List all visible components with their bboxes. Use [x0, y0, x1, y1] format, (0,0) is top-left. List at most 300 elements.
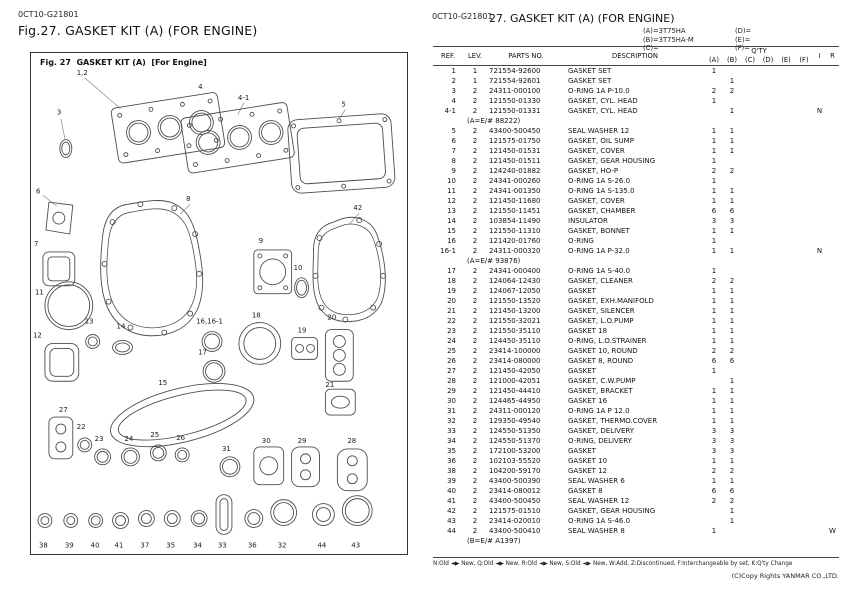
i-cell	[813, 466, 826, 476]
description-cell: GASKET, DELIVERY	[568, 427, 635, 435]
diagram-callout: 27	[58, 406, 68, 415]
qty-f-cell	[795, 456, 813, 466]
r-cell	[826, 156, 839, 166]
table-row	[433, 306, 839, 316]
parts-no-cell: 121420-01760	[489, 237, 541, 245]
qty-d-cell	[759, 206, 777, 216]
description-cell: GASKET 16	[568, 397, 608, 405]
i-cell	[813, 376, 826, 386]
table-row	[433, 326, 839, 336]
lev-cell: 2	[472, 477, 478, 485]
ref-cell: 21	[447, 307, 456, 315]
qty-f-cell	[795, 146, 813, 156]
diagram-callout: 20	[327, 313, 337, 322]
qty-d-cell	[759, 366, 777, 376]
qty-a-cell: 2	[711, 87, 717, 95]
qty-c-cell	[741, 86, 759, 96]
qty-e-cell	[777, 396, 795, 406]
diagram-callout: 21	[325, 381, 335, 390]
qty-d-cell	[759, 516, 777, 526]
qty-d-cell	[759, 236, 777, 246]
qty-e-cell	[777, 436, 795, 446]
qty-e-cell	[777, 476, 795, 486]
lev-cell: 2	[472, 377, 478, 385]
qty-e-cell	[777, 156, 795, 166]
table-row	[433, 236, 839, 246]
diagram-callout: 38	[38, 541, 48, 550]
ref-cell: 1	[451, 67, 456, 75]
parts-no-cell: 24341-001350	[489, 187, 541, 195]
diagram-callout: 42	[353, 204, 363, 213]
lev-cell: 2	[472, 177, 478, 185]
table-row	[433, 386, 839, 396]
lev-cell: 2	[472, 347, 478, 355]
diagram-callout: 37	[140, 541, 150, 550]
description-cell: GASKET	[568, 287, 596, 295]
qty-a-cell: 2	[711, 277, 717, 285]
qty-a-cell	[705, 516, 723, 526]
table-row	[433, 406, 839, 416]
qty-e-cell	[777, 166, 795, 176]
header-i: I	[813, 47, 826, 66]
parts-no-cell: 121550-35110	[489, 327, 541, 335]
header-qty: Q'TY	[751, 47, 767, 55]
parts-no-cell: 121550-11451	[489, 207, 541, 215]
r-cell	[826, 486, 839, 496]
qty-b-cell: 1	[729, 247, 735, 255]
table-row	[433, 76, 839, 86]
qty-d-cell	[759, 326, 777, 336]
qty-b-cell: 1	[729, 387, 735, 395]
parts-no-cell: 24311-000120	[489, 407, 541, 415]
diagram-callout: 24	[124, 434, 134, 443]
parts-no-cell: 124067-12050	[489, 287, 541, 295]
lev-cell: 2	[472, 297, 478, 305]
description-cell: GASKET, CHAMBER	[568, 207, 636, 215]
table-row	[433, 356, 839, 366]
parts-no-cell: 23414-100000	[489, 347, 541, 355]
qty-b-cell: 1	[729, 377, 735, 385]
qty-e-cell	[777, 146, 795, 156]
lev-cell: 2	[472, 407, 478, 415]
qty-d-cell	[759, 286, 777, 296]
parts-no-cell: 121000-42051	[489, 377, 541, 385]
qty-b-cell: 2	[729, 87, 735, 95]
description-cell: GASKET, L.O.PUMP	[568, 317, 634, 325]
qty-c-cell	[741, 126, 759, 136]
table-row	[433, 106, 839, 116]
gasket-diagram	[31, 53, 407, 554]
parts-no-cell: 121550-01330	[489, 97, 541, 105]
qty-f-cell	[795, 186, 813, 196]
table-row	[433, 206, 839, 216]
r-cell	[826, 276, 839, 286]
r-cell	[826, 266, 839, 276]
qty-b-cell: 1	[729, 417, 735, 425]
qty-c-cell	[741, 236, 759, 246]
qty-e-cell	[777, 306, 795, 316]
qty-a-cell: 1	[711, 337, 717, 345]
qty-a-cell: 6	[711, 357, 717, 365]
qty-d-cell	[759, 86, 777, 96]
i-cell	[813, 506, 826, 516]
qty-f-cell	[795, 226, 813, 236]
qty-d-cell	[759, 526, 777, 536]
ref-cell: 13	[447, 207, 456, 215]
description-cell: SEAL WASHER 12	[568, 497, 630, 505]
diagram-callout: 4-1	[237, 93, 250, 102]
parts-no-cell: 121450-42050	[489, 367, 541, 375]
qty-f-cell	[795, 76, 813, 86]
diagram-callout: 26	[176, 433, 186, 442]
table-row	[433, 396, 839, 406]
lev-cell: 1	[472, 77, 478, 85]
table-row	[433, 146, 839, 156]
qty-b-cell: 2	[729, 277, 735, 285]
qty-a-cell: 3	[711, 447, 717, 455]
r-cell	[826, 406, 839, 416]
i-cell	[813, 336, 826, 346]
description-cell: GASKET 10, ROUND	[568, 347, 638, 355]
qty-b-cell: 2	[729, 347, 735, 355]
description-cell: GASKET, CYL. HEAD	[568, 107, 638, 115]
parts-no-cell: 121550-13520	[489, 297, 541, 305]
ref-cell: 14	[447, 217, 456, 225]
r-cell	[826, 66, 839, 77]
r-cell	[826, 376, 839, 386]
table-row	[433, 436, 839, 446]
description-cell: GASKET, GEAR HOUSING	[568, 507, 656, 515]
parts-no-cell: 121550-01331	[489, 107, 541, 115]
qty-a-cell: 1	[711, 237, 717, 245]
qty-c-cell	[741, 206, 759, 216]
i-cell	[813, 76, 826, 86]
qty-f-cell	[795, 276, 813, 286]
qty-b-cell: 1	[729, 147, 735, 155]
diagram-callout: 1,2	[76, 68, 88, 77]
r-cell	[826, 456, 839, 466]
ref-cell: 33	[447, 427, 456, 435]
diagram-callout: 32	[277, 541, 287, 550]
description-cell: GASKET, GEAR HOUSING	[568, 157, 656, 165]
footer-legend-codes: N:Old ◄▶ New, Q:Old ◄▶ New, R:Old ◄▶ New, S:Old ◄▶ New, W:Add, Z:Discontinued, F:Interchangeable by set, K:Q'ty Change	[433, 561, 793, 567]
qty-c-cell	[741, 286, 759, 296]
diagram-callout: 15	[158, 379, 168, 388]
lev-cell: 2	[472, 507, 478, 515]
table-row	[433, 416, 839, 426]
qty-b-cell: 1	[729, 407, 735, 415]
r-cell	[826, 336, 839, 346]
qty-c-cell	[741, 506, 759, 516]
parts-no-cell: 24311-000320	[489, 247, 541, 255]
i-cell	[813, 426, 826, 436]
i-cell	[813, 166, 826, 176]
i-cell	[813, 216, 826, 226]
qty-d-cell	[759, 336, 777, 346]
parts-no-cell: 121550-32021	[489, 317, 541, 325]
qty-b-cell: 1	[729, 107, 735, 115]
description-cell: GASKET, THERMO.COVER	[568, 417, 658, 425]
qty-a-cell: 1	[711, 97, 717, 105]
description-cell: GASKET, COVER	[568, 147, 625, 155]
table-note-row	[433, 256, 839, 266]
lev-cell: 2	[472, 157, 478, 165]
qty-d-cell	[759, 276, 777, 286]
table-row	[433, 446, 839, 456]
r-cell	[826, 326, 839, 336]
i-cell	[813, 186, 826, 196]
table-row	[433, 266, 839, 276]
qty-f-cell	[795, 516, 813, 526]
description-cell: GASKET 8, ROUND	[568, 357, 634, 365]
ref-cell: 10	[447, 177, 456, 185]
diagram-callout: 16,16-1	[196, 317, 223, 326]
parts-no-cell: 124450-35110	[489, 337, 541, 345]
table-row	[433, 476, 839, 486]
lev-cell: 2	[472, 127, 478, 135]
r-cell: W	[829, 527, 836, 535]
qty-f-cell	[795, 466, 813, 476]
qty-e-cell	[777, 206, 795, 216]
ref-cell: 42	[447, 507, 456, 515]
qty-e-cell	[777, 416, 795, 426]
qty-d-cell	[759, 176, 777, 186]
qty-d-cell	[759, 306, 777, 316]
i-cell	[813, 306, 826, 316]
qty-f-cell	[795, 386, 813, 396]
diagram-callout: 29	[297, 436, 307, 445]
lev-cell: 2	[472, 467, 478, 475]
r-cell	[826, 126, 839, 136]
parts-no-cell: 43400-500390	[489, 477, 541, 485]
ref-cell: 2	[451, 77, 456, 85]
qty-b-cell	[723, 66, 741, 77]
lev-cell: 2	[472, 367, 478, 375]
qty-e-cell	[777, 226, 795, 236]
r-cell	[826, 76, 839, 86]
qty-d-cell	[759, 376, 777, 386]
header-lev: LEV.	[463, 47, 487, 66]
qty-a-cell: 1	[711, 457, 717, 465]
legend-item: (B)=3T75HA-M	[643, 35, 694, 44]
qty-c-cell	[741, 226, 759, 236]
ref-cell: 43	[447, 517, 456, 525]
qty-e-cell	[777, 236, 795, 246]
header-description: DESCRIPTION	[565, 47, 705, 66]
legend-item: (C)=	[643, 44, 659, 52]
diagram-callout: 14	[116, 322, 126, 331]
qty-e-cell	[777, 106, 795, 116]
ref-cell: 9	[451, 167, 456, 175]
qty-c-cell	[741, 166, 759, 176]
diagram-callout: 18	[251, 311, 261, 320]
lev-cell: 2	[472, 307, 478, 315]
qty-b-cell: 1	[729, 127, 735, 135]
qty-d-cell	[759, 466, 777, 476]
qty-a-cell: 1	[711, 417, 717, 425]
diagram-callout: 19	[297, 326, 307, 335]
qty-d-cell	[759, 296, 777, 306]
qty-c-cell	[741, 326, 759, 336]
i-cell	[813, 96, 826, 106]
qty-a-cell: 1	[711, 387, 717, 395]
r-cell	[826, 356, 839, 366]
qty-e-cell	[777, 426, 795, 436]
description-cell: GASKET	[568, 367, 596, 375]
diagram-callout: 7	[33, 239, 39, 248]
ho-p-gasket-shape	[254, 250, 309, 298]
diagram-callout: 44	[317, 541, 327, 550]
ref-cell: 19	[447, 287, 456, 295]
qty-e-cell	[777, 266, 795, 276]
qty-d-cell	[759, 346, 777, 356]
i-cell	[813, 176, 826, 186]
r-cell	[826, 166, 839, 176]
cover-gasket-shapes	[43, 202, 133, 381]
diagram-callout: 41	[114, 541, 124, 550]
qty-c-cell	[741, 186, 759, 196]
i-cell	[813, 196, 826, 206]
qty-b-cell	[723, 266, 741, 276]
parts-no-cell: 43400-500450	[489, 497, 541, 505]
qty-a-cell: 1	[711, 67, 717, 75]
qty-b-cell: 2	[729, 497, 735, 505]
r-cell	[826, 146, 839, 156]
qty-a-cell: 1	[711, 297, 717, 305]
lev-cell: 2	[472, 167, 478, 175]
description-cell: O-RING 1A S-46.0	[568, 517, 631, 525]
qty-a-cell: 2	[711, 167, 717, 175]
qty-f-cell	[795, 526, 813, 536]
ref-cell: 16-1	[440, 247, 456, 255]
qty-f-cell	[795, 126, 813, 136]
serial-note: (A=E/# 88222)	[467, 117, 521, 125]
lev-cell: 2	[472, 437, 478, 445]
lev-cell: 2	[472, 267, 478, 275]
i-cell	[813, 446, 826, 456]
ref-cell: 11	[447, 187, 456, 195]
legend-item: (D)=	[735, 27, 752, 35]
doc-code: 0CT10-G21801	[432, 12, 493, 21]
qty-c-cell	[741, 356, 759, 366]
description-cell: GASKET, SILENCER	[568, 307, 635, 315]
qty-c-cell	[741, 346, 759, 356]
description-cell: SEAL WASHER 12	[568, 127, 630, 135]
table-row	[433, 376, 839, 386]
qty-e-cell	[777, 286, 795, 296]
qty-b-cell: 1	[729, 137, 735, 145]
i-cell	[813, 326, 826, 336]
qty-d-cell	[759, 396, 777, 406]
lev-cell: 2	[472, 417, 478, 425]
r-cell	[826, 436, 839, 446]
qty-b-cell: 1	[729, 187, 735, 195]
qty-c-cell	[741, 476, 759, 486]
description-cell: SEAL WASHER 6	[568, 477, 625, 485]
description-cell: O-RING 1A P-32.0	[568, 247, 630, 255]
qty-d-cell	[759, 476, 777, 486]
table-row	[433, 426, 839, 436]
qty-b-cell: 1	[729, 397, 735, 405]
lev-cell: 2	[472, 357, 478, 365]
qty-e-cell	[777, 456, 795, 466]
qty-b-cell: 3	[729, 427, 735, 435]
ref-cell: 18	[447, 277, 456, 285]
r-cell	[826, 506, 839, 516]
r-cell	[826, 206, 839, 216]
doc-code: 0CT10-G21801	[18, 10, 79, 19]
qty-c-cell	[741, 276, 759, 286]
parts-no-cell: 124240-01882	[489, 167, 541, 175]
table-row	[433, 286, 839, 296]
i-cell	[813, 286, 826, 296]
lev-cell: 2	[472, 487, 478, 495]
table-row	[433, 516, 839, 526]
qty-d-cell	[759, 426, 777, 436]
diagram-callout: 25	[150, 430, 160, 439]
qty-d-cell	[759, 266, 777, 276]
qty-c-cell	[741, 426, 759, 436]
table-row	[433, 226, 839, 236]
description-cell: GASKET	[568, 447, 596, 455]
r-cell	[826, 96, 839, 106]
parts-no-cell: 23414-080012	[489, 487, 541, 495]
qty-c-cell	[741, 406, 759, 416]
qty-c-cell	[741, 146, 759, 156]
qty-a-cell	[705, 506, 723, 516]
qty-c-cell	[741, 316, 759, 326]
qty-b-cell: 1	[729, 317, 735, 325]
qty-a-cell: 6	[711, 207, 717, 215]
qty-d-cell	[759, 436, 777, 446]
parts-no-cell: 24341-000260	[489, 177, 541, 185]
table-row	[433, 196, 839, 206]
qty-c-cell	[741, 496, 759, 506]
o-ring-cluster-shapes	[202, 323, 355, 416]
qty-a-cell: 1	[711, 247, 717, 255]
qty-b-cell: 2	[729, 467, 735, 475]
description-cell: GASKET 12	[568, 467, 608, 475]
i-cell	[813, 206, 826, 216]
qty-e-cell	[777, 466, 795, 476]
ref-cell: 39	[447, 477, 456, 485]
qty-e-cell	[777, 176, 795, 186]
qty-f-cell	[795, 496, 813, 506]
r-cell	[826, 416, 839, 426]
qty-f-cell	[795, 346, 813, 356]
qty-f-cell	[795, 216, 813, 226]
qty-e-cell	[777, 406, 795, 416]
qty-b-cell	[723, 156, 741, 166]
qty-f-cell	[795, 156, 813, 166]
lev-cell: 2	[472, 207, 478, 215]
table-row	[433, 366, 839, 376]
oil-sump-gasket-shape	[287, 113, 395, 194]
diagram-callout: 33	[218, 541, 227, 550]
r-cell	[826, 346, 839, 356]
qty-e-cell	[777, 66, 795, 77]
header-qty-e: (E)	[777, 56, 795, 66]
r-cell	[826, 426, 839, 436]
parts-no-cell: 43400-500410	[489, 527, 541, 535]
parts-no-cell: 124064-12430	[489, 277, 541, 285]
gear-housing-gasket-left-shape	[101, 201, 203, 336]
ref-cell: 41	[447, 497, 456, 505]
description-cell: O-RING 1A S-40.0	[568, 267, 631, 275]
ref-cell: 3	[451, 87, 456, 95]
qty-b-cell: 1	[729, 227, 735, 235]
qty-f-cell	[795, 326, 813, 336]
